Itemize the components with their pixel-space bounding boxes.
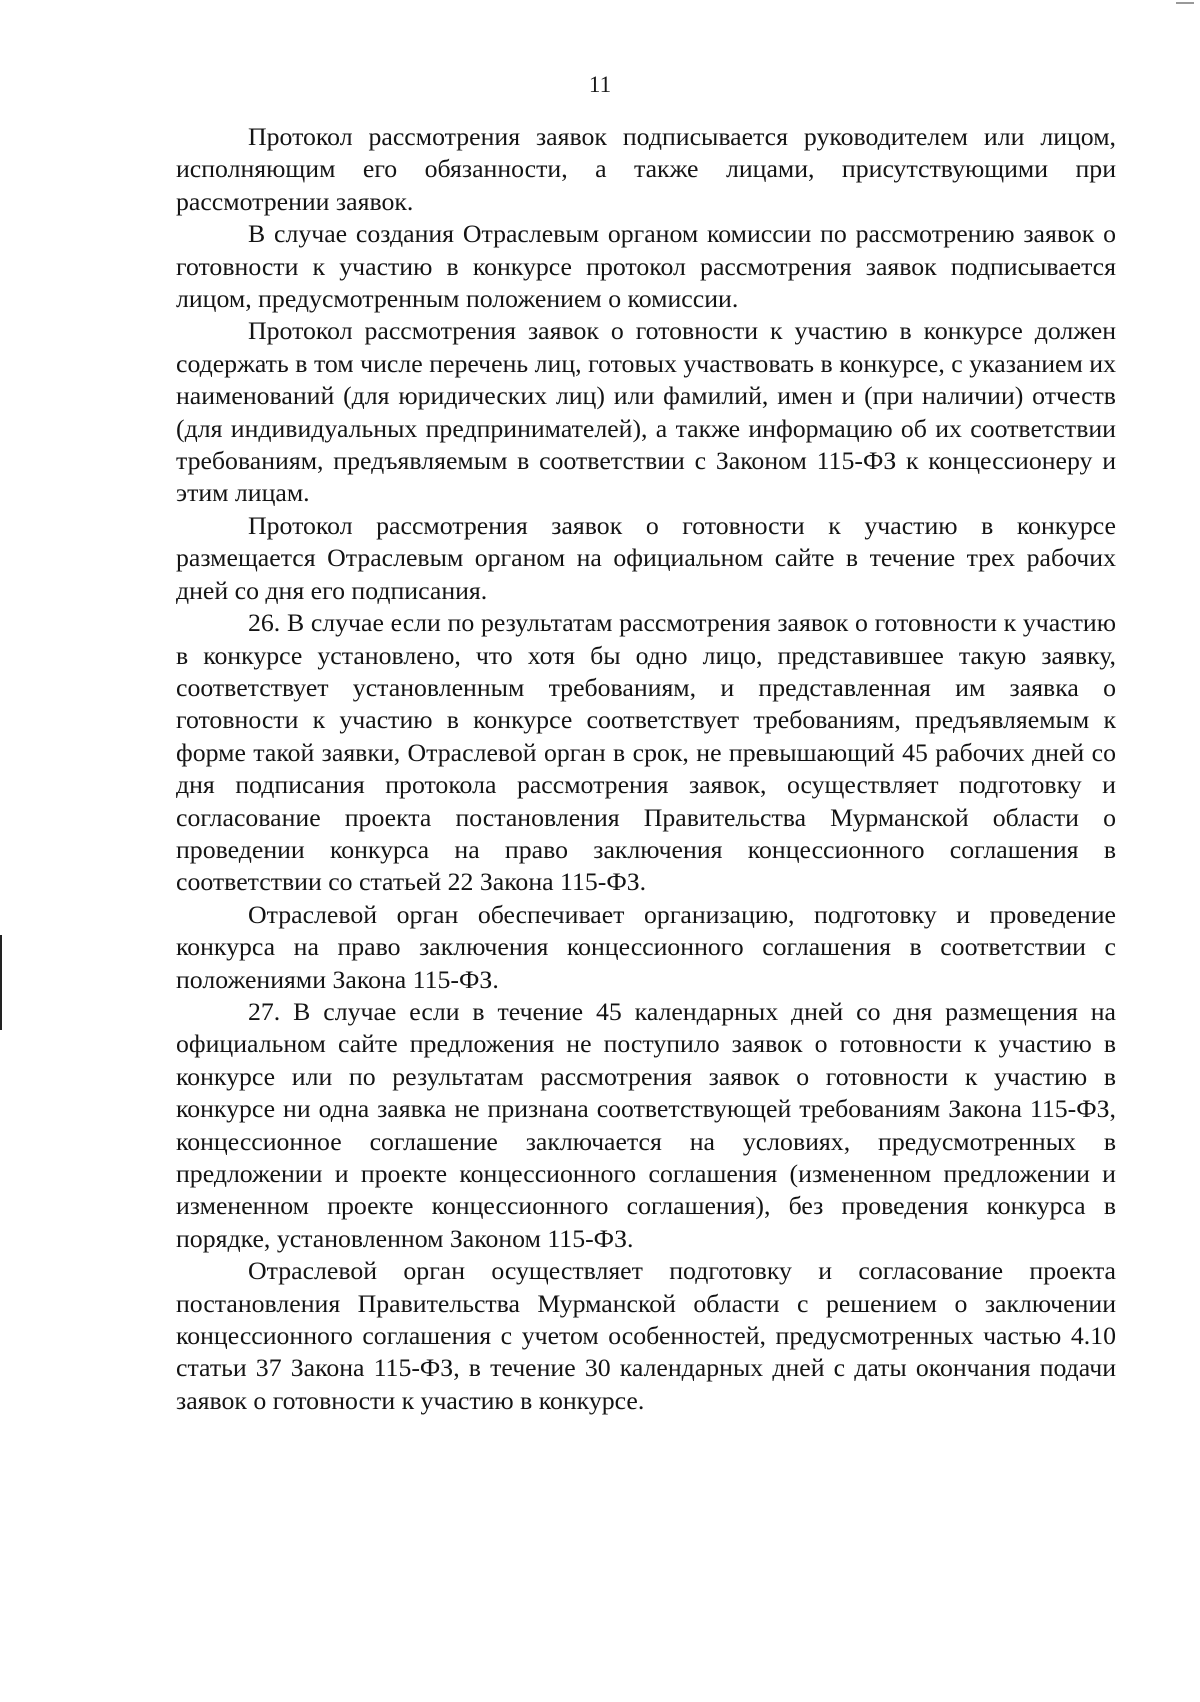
paragraph-protocol-signing: Протокол рассмотрения заявок подписывается руководителем или лицом, исполняющим его обязанности, а также лицами, присутствующими при рассмотрении заявок. — [176, 122, 1116, 216]
document-body — [176, 121, 1116, 1417]
paragraph-resolution-preparation: Отраслевой орган осуществляет подготовку и согласование проекта постановления Правительства Мурманской области с решением о заключении концессионного соглашения с учетом особенностей, предусмотренных частью 4.10 статьи 37 Закона 115-ФЗ, в течение 30 календарных дней с даты окончания подачи заявок о готовности к участию в конкурсе. — [176, 1256, 1116, 1415]
paragraph-protocol-contents: Протокол рассмотрения заявок о готовности к участию в конкурсе должен содержать в том числе перечень лиц, готовых участвовать в конкурсе, с указанием их наименований (для юридических лиц) или фамилий, имен и (при наличии) отчеств (для индивидуальных предпринимателей), а также информацию об их соответствии требованиям, предъявляемым в соответствии с Законом 115-ФЗ к концессионеру и этим лицам. — [176, 316, 1116, 508]
paragraph-contest-organization: Отраслевой орган обеспечивает организацию, подготовку и проведение конкурса на право заключения концессионного соглашения в соответствии с положениями Закона 115-ФЗ. — [176, 899, 1116, 994]
scan-artifact-left-edge — [0, 935, 2, 1030]
paragraph-clause-26: 26. В случае если по результатам рассмотрения заявок о готовности к участию в конкурсе установлено, что хотя бы одно лицо, представившее такую заявку, соответствует установленным требованиям, и представленная им заявка о готовности к участию в конкурсе соответствует требованиям, предъявляемым к форме такой заявки, Отраслевой орган в срок, не превышающий 45 рабочих дней со дня подписания протокола рассмотрения заявок, осуществляет подготовку и согласование проекта постановления Правительства Мурманской области о проведении конкурса на право заключения концессионного соглашения в соответствии со статьей 22 Закона 115-ФЗ. — [176, 608, 1116, 897]
page-number: 11 — [588, 72, 612, 97]
paragraph-commission-signing: В случае создания Отраслевым органом комиссии по рассмотрению заявок о готовности к участию в конкурсе протокол рассмотрения заявок подписывается лицом, предусмотренным положением о комиссии. — [176, 219, 1116, 314]
scan-artifact-top — [1176, 2, 1194, 4]
paragraph-clause-27: 27. В случае если в течение 45 календарных дней со дня размещения на официальном сайте предложения не поступило заявок о готовности к участию в конкурсе или по результатам рассмотрения заявок о готовности к участию в конкурсе ни одна заявка не признана соответствующей требованиям Закона 115-ФЗ, концессионное соглашение заключается на условиях, предусмотренных в предложении и проекте концессионного соглашения (измененном предложении и измененном проекте концессионного соглашения), без проведения конкурса в порядке, установленном Законом 115-ФЗ. — [176, 996, 1116, 1253]
paragraph-protocol-publication: Протокол рассмотрения заявок о готовности к участию в конкурсе размещается Отраслевым органом на официальном сайте в течение трех рабочих дней со дня его подписания. — [176, 510, 1116, 605]
